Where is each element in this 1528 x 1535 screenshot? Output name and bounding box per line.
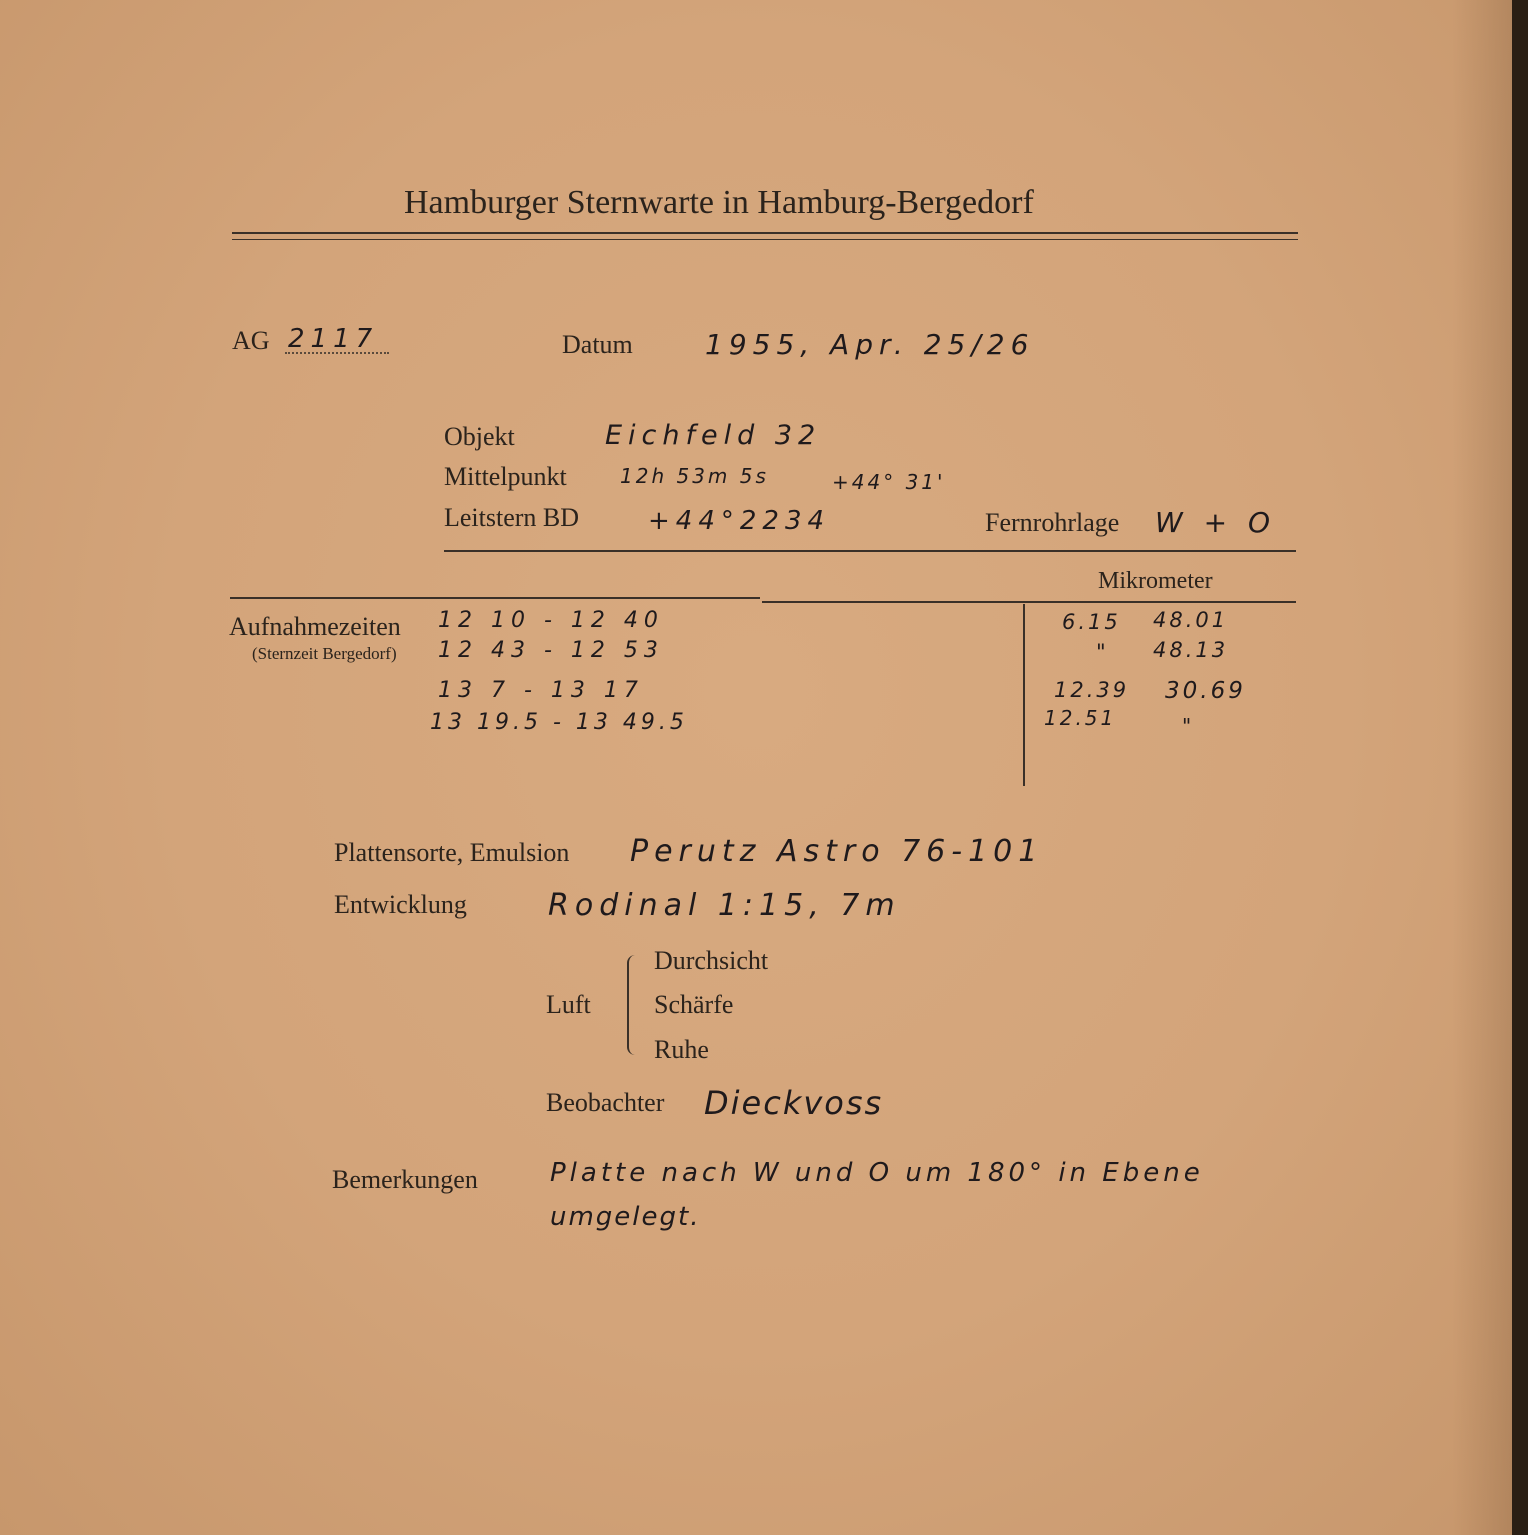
mikrometer-b: 48.13 [1153, 638, 1229, 662]
table-header-rule-right [762, 601, 1296, 603]
beobachter-label: Beobachter [546, 1088, 665, 1117]
entwicklung-label: Entwicklung [334, 890, 467, 919]
entwicklung-value: Rodinal 1:15, 7m [548, 888, 901, 923]
mikrometer-a: 12.39 [1054, 678, 1130, 702]
mikrometer-b: 48.01 [1153, 608, 1229, 632]
table-divider [1023, 604, 1025, 786]
bemerkungen-label: Bemerkungen [332, 1165, 478, 1194]
bemerkungen-line1: Platte nach W und O um 180° in Ebene [550, 1158, 1204, 1188]
aufnahmezeit-row: 12 43 - 12 53 [438, 638, 664, 663]
header-rule-top [232, 232, 1298, 234]
fernrohrlage-label: Fernrohrlage [985, 508, 1120, 537]
objekt-label: Objekt [444, 422, 515, 451]
mikrometer-a: 6.15 [1062, 610, 1121, 634]
header-rule-bottom [232, 239, 1298, 240]
table-header-rule-left [230, 597, 760, 599]
aufnahmezeit-row: 13 19.5 - 13 49.5 [430, 710, 688, 735]
mikrometer-a: 12.51 [1044, 706, 1117, 730]
objekt-rule [444, 550, 1296, 552]
datum-label: Datum [562, 330, 633, 359]
fernrohrlage-value: W + O [1155, 506, 1276, 539]
mittelpunkt-label: Mittelpunkt [444, 462, 567, 491]
aufnahmezeiten-label: Aufnahmezeiten [229, 612, 401, 641]
luft-item-ruhe: Ruhe [654, 1035, 709, 1064]
mikrometer-label: Mikrometer [1098, 568, 1213, 594]
aufnahmezeit-row: 12 10 - 12 40 [438, 608, 664, 633]
luft-item-schaerfe: Schärfe [654, 990, 734, 1019]
mikrometer-b: 30.69 [1165, 678, 1246, 704]
aufnahmezeit-row: 13 7 - 13 17 [438, 678, 644, 703]
aufnahmezeiten-sublabel: (Sternzeit Bergedorf) [252, 644, 397, 663]
mikrometer-b: " [1182, 714, 1198, 738]
beobachter-signature: Dieckvoss [704, 1084, 884, 1122]
datum-value: 1955, Apr. 25/26 [705, 328, 1035, 361]
plattensorte-value: Perutz Astro 76-101 [630, 834, 1044, 869]
bemerkungen-line2: umgelegt. [550, 1202, 701, 1232]
objekt-value: Eichfeld 32 [605, 420, 822, 451]
ag-value: 2117 [288, 324, 379, 354]
mikrometer-a: " [1096, 640, 1112, 664]
ag-label: AG [232, 326, 270, 355]
page-title: Hamburger Sternwarte in Hamburg-Bergedorf [404, 184, 1034, 221]
luft-item-durchsicht: Durchsicht [654, 946, 769, 975]
leitstern-label: Leitstern BD [444, 503, 580, 532]
leitstern-value: +44°2234 [648, 506, 831, 536]
luft-label: Luft [546, 990, 591, 1019]
luft-brace [627, 955, 637, 1055]
mittelpunkt-dec: +44° 31' [832, 470, 946, 494]
plattensorte-label: Plattensorte, Emulsion [334, 838, 570, 867]
mittelpunkt-ra: 12h 53m 5s [620, 464, 769, 488]
